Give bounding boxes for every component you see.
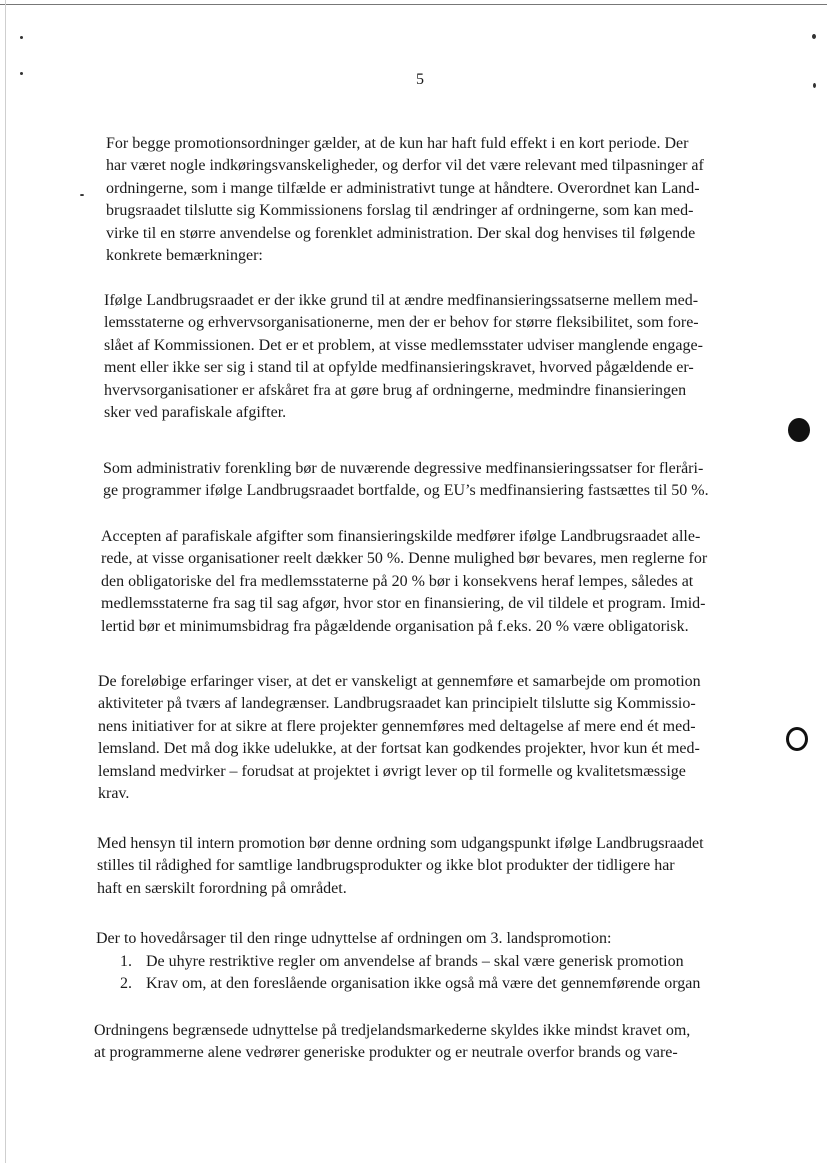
text-line: den obligatoriske del fra medlemsstaterne på 20 % bør i konsekvens heraf lempes, således at — [101, 572, 694, 590]
text-line: lertid bør et minimumsbidrag fra pågældende organisation på f.eks. 20 % være obligatorisk. — [101, 617, 689, 635]
list-item — [120, 951, 700, 973]
text-line: Der to hovedårsager til den ringe udnyttelse af ordningen om 3. landspromotion: — [96, 930, 612, 947]
paragraph-4 — [101, 526, 707, 638]
paragraph-7 — [96, 928, 611, 950]
paragraph-5 — [98, 671, 701, 805]
text-line: Accepten af parafiskale afgifter som finansieringskilde medfører ifølge Landbrugsraadet alle- — [101, 528, 701, 545]
text-line: slået af Kommissionen. Det er et problem, at visse medlemsstater udviser manglende engage- — [104, 336, 703, 354]
text-line: aktiviteter på tværs af landegrænser. Landbrugsraadet kan principielt tilslutte sig Kommissio- — [98, 695, 696, 713]
paragraph-8 — [94, 1020, 690, 1065]
paragraph-6 — [97, 833, 704, 900]
text-line: medlemsstaterne fra sag til sag afgør, hvor stor en finansiering, de vil tildele et program. Imid- — [101, 595, 706, 613]
scan-speck — [20, 36, 23, 39]
punch-hole-ring — [786, 727, 808, 751]
text-line: Som administrativ forenkling bør de nuværende degressive medfinansieringssatser for flerårі- — [103, 460, 704, 477]
top-scan-rule — [0, 4, 827, 5]
list-text: De uhyre restriktive regler om anvendelse af brands – skal være generisk promotion — [146, 953, 684, 970]
scan-speck — [813, 83, 816, 88]
text-line: konkrete bemærkninger: — [106, 247, 263, 265]
scan-speck — [80, 194, 84, 196]
paragraph-3 — [103, 458, 709, 503]
text-line: har været nogle indkøringsvanskeligheder, og derfor vil det være relevant med tilpasninger af — [106, 157, 704, 175]
list-number: 1. — [120, 953, 132, 970]
text-line: at programmerne alene vedrører generiske produkter og er neutrale overfor brands og vare- — [94, 1044, 678, 1062]
text-line: stilles til rådighed for samtlige landbrugsprodukter og ikke blot produkter der tidligere har — [97, 857, 675, 875]
text-line: rede, at visse organisationer reelt dækker 50 %. Denne mulighed bør bevares, men reglerne for — [101, 550, 708, 568]
text-line: hvervsorganisationer er afskåret fra at gøre brug af ordningerne, medmindre finansieringen — [104, 381, 687, 399]
text-line: lemsland. Det må dog ikke udelukke, at der fortsat kan godkendes projekter, hvor kun ét med- — [98, 740, 700, 758]
text-line: ge programmer ifølge Landbrugsraadet bortfalde, og EU’s medfinansiering fastsættes til 50 %. — [103, 482, 709, 500]
list-item — [120, 973, 700, 995]
text-line: De foreløbige erfaringer viser, at det er vanskeligt at gennemføre et samarbejde om promotion — [98, 673, 701, 690]
punch-hole-dot — [788, 418, 810, 442]
text-line: sker ved parafiskale afgifter. — [104, 404, 287, 422]
scan-speck — [812, 34, 816, 39]
text-line: nens initiativer for at sikre at flere projekter gennemføres med deltagelse af mere end ét med- — [98, 717, 696, 735]
text-line: Ordningens begrænsede udnyttelse på tredjelandsmarkederne skyldes ikke mindst kravet om, — [94, 1022, 691, 1039]
text-line: ordningerne, som i mange tilfælde er administrativt tunge at håndtere. Overordnet kan Land- — [106, 179, 700, 197]
list-text: Krav om, at den foreslående organisation ikke også må være det gennemførende organ — [146, 975, 701, 993]
text-line: Ifølge Landbrugsraadet er der ikke grund til at ændre medfinansieringssatserne mellem med- — [104, 292, 699, 309]
page-number: 5 — [416, 71, 424, 88]
text-line: krav. — [98, 785, 130, 803]
text-line: haft en særskilt forordning på området. — [97, 879, 347, 897]
text-line: brugsraadet tilslutte sig Kommissionens forslag til ændringer af ordningerne, som kan med- — [106, 202, 694, 220]
text-line: virke til en større anvendelse og forenklet administration. Der skal dog henvises til følgende — [106, 224, 696, 242]
text-line: Med hensyn til intern promotion bør denne ordning som udgangspunkt ifølge Landbrugsraadet — [97, 835, 704, 852]
text-line: lemsstaterne og erhvervsorganisationerne, men der er behov for større fleksibilitet, som fore- — [104, 314, 699, 332]
scan-speck — [20, 72, 23, 75]
list-number: 2. — [120, 975, 132, 993]
paragraph-2 — [104, 290, 703, 424]
text-line: For begge promotionsordninger gælder, at de kun har haft fuld effekt i en kort periode. Der — [106, 135, 689, 152]
text-line: lemsland medvirker – forudsat at projektet i øvrigt lever op til formelle og kvalitetsmæssige — [98, 762, 686, 780]
paragraph-1 — [106, 133, 704, 267]
left-scan-edge — [5, 0, 6, 1163]
text-line: ment eller ikke ser sig i stand til at opfylde medfinansieringskravet, hvorved pågældende er- — [104, 359, 694, 377]
reasons-list — [120, 951, 700, 996]
